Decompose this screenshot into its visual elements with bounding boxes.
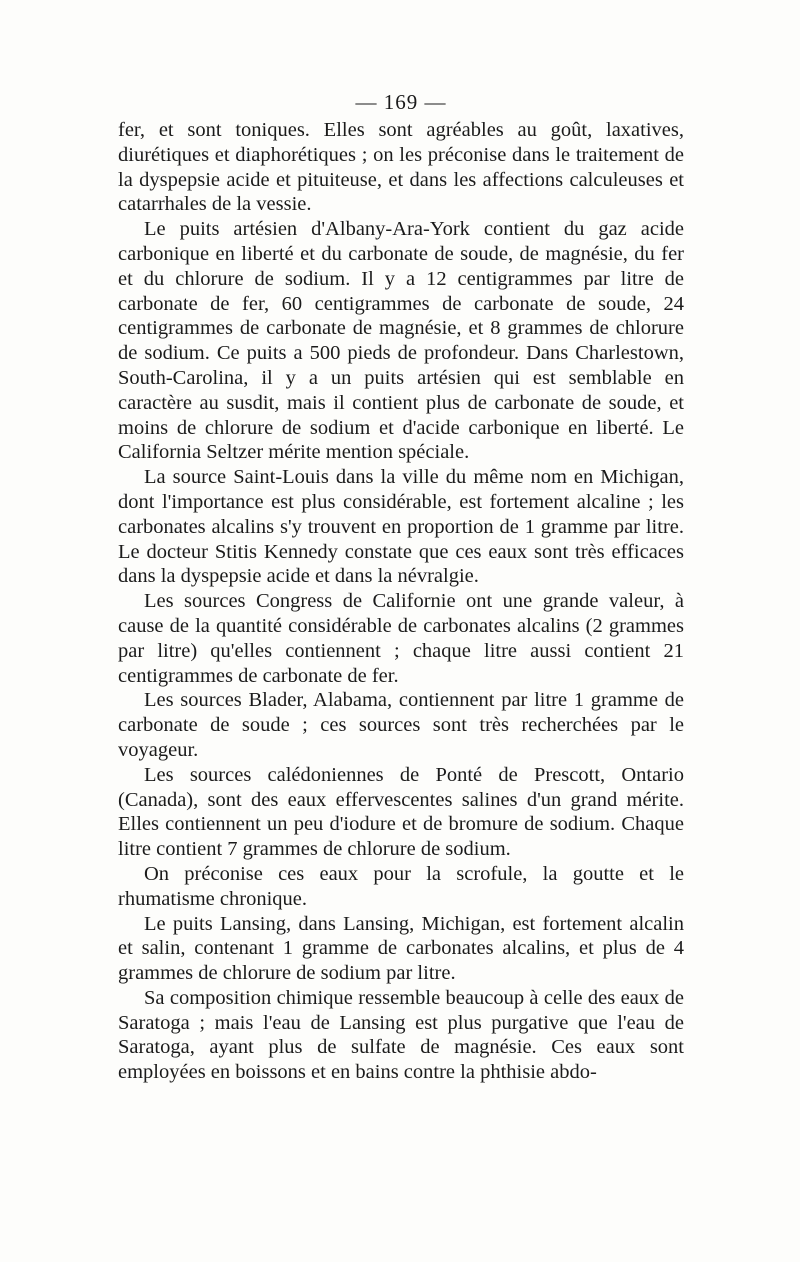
paragraph-congress-sources: Les sources Congress de Californie ont une grande valeur, à cause de la quantité considérable de carbonates alcalins (2 grammes par litre) qu'elles contiennent ; chaque litre aussi contient 21 centigrammes de carbonate de fer. [118, 590, 684, 687]
paragraph-composition: Sa composition chimique ressemble beaucoup à celle des eaux de Saratoga ; mais l'eau de Lansing est plus purgative que l'eau de Saratoga, ayant plus de sulfate de magnésie. Ces eaux sont employées en boissons et en bains contre la phthisie abdo- [118, 986, 684, 1084]
paragraph-lansing-well: Le puits Lansing, dans Lansing, Michigan, est fortement alcalin et salin, contenant 1 gramme de carbonates alcalins, et plus de 4 grammes de chlorure de sodium par litre. [118, 912, 684, 985]
paragraph-indications: On préconise ces eaux pour la scrofule, la goutte et le rhumatisme chronique. [118, 862, 684, 910]
book-page [118, 90, 684, 1085]
paragraph-caledonian-sources: Les sources calédoniennes de Ponté de Prescott, Ontario (Canada), sont des eaux effervescentes salines d'un grand mérite. Elles contiennent un peu d'iodure et de bromure de sodium. Chaque litre contient 7 grammes de chlorure de sodium. [118, 763, 684, 861]
paragraph-blader-sources: Les sources Blader, Alabama, contiennent par litre 1 gramme de carbonate de soude ; ces sources sont très recherchées par le voyageur. [118, 689, 684, 761]
paragraph-saint-louis-source: La source Saint-Louis dans la ville du même nom en Michigan, dont l'importance est plus considérable, est fortement alcaline ; les carbonates alcalins s'y trouvent en proportion de 1 gramme par litre. Le docteur Stitis Kennedy constate que ces eaux sont très efficaces dans la dyspepsie acide et dans la névralgie. [118, 466, 684, 588]
page-number: — 169 — [355, 90, 447, 114]
paragraph-albany-well: Le puits artésien d'Albany-Ara-York contient du gaz acide carbonique en liberté et du carbonate de soude, de magnésie, du fer et du chlorure de sodium. Il y a 12 centigrammes par litre de carbonate de fer, 60 centigrammes de carbonate de soude, 24 centigrammes de carbonate de magnésie, et 8 grammes de chlorure de sodium. Ce puits a 500 pieds de profondeur. Dans Charlestown, South-Carolina, il y a un puits artésien qui est semblable en caractère au susdit, mais il contient plus de carbonate de soude, et moins de chlorure de sodium et d'acide carbonique en liberté. Le California Seltzer mérite mention spéciale. [118, 218, 684, 464]
paragraph-continuation: fer, et sont toniques. Elles sont agréables au goût, laxatives, diurétiques et diaphorétiques ; on les préconise dans le traitement de la dyspepsie acide et pituiteuse, et dans les affections calculeuses et catarrhales de la vessie. [118, 119, 684, 216]
